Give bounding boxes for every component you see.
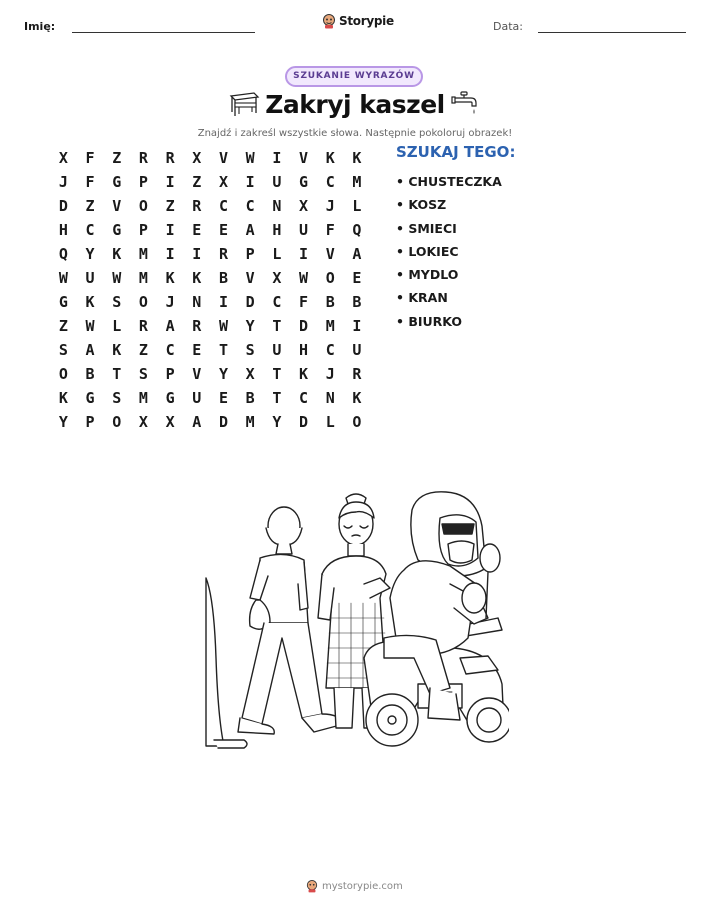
grid-letter[interactable]: A [352, 245, 362, 263]
grid-letter[interactable]: C [218, 197, 228, 215]
grid-letter[interactable]: O [138, 293, 148, 311]
grid-letter[interactable]: S [58, 341, 68, 359]
grid-letter[interactable]: V [325, 245, 335, 263]
grid-row [50, 266, 370, 290]
storypie-logo [322, 13, 394, 29]
grid-letter[interactable]: C [325, 341, 335, 359]
name-field-line[interactable] [72, 32, 255, 33]
grid-letter[interactable]: B [245, 389, 255, 407]
grid-letter[interactable]: E [218, 221, 228, 239]
grid-row [50, 194, 370, 218]
grid-letter[interactable]: I [272, 149, 282, 167]
grid-letter[interactable]: H [272, 221, 282, 239]
grid-letter[interactable]: P [85, 413, 95, 431]
grid-letter[interactable]: R [165, 149, 175, 167]
grid-letter[interactable]: X [138, 413, 148, 431]
grid-letter[interactable]: T [112, 365, 122, 383]
grid-letter[interactable]: K [192, 269, 202, 287]
word-search-grid[interactable] [50, 146, 370, 434]
grid-letter[interactable]: E [192, 341, 202, 359]
grid-letter[interactable]: J [325, 365, 335, 383]
grid-letter[interactable]: T [272, 365, 282, 383]
grid-letter[interactable]: V [218, 149, 228, 167]
grid-letter[interactable]: T [272, 389, 282, 407]
grid-letter[interactable]: H [299, 341, 309, 359]
grid-letter[interactable]: X [165, 413, 175, 431]
grid-letter[interactable]: I [218, 293, 228, 311]
grid-letter[interactable]: P [165, 365, 175, 383]
word-list-item: • KRAN [396, 290, 448, 306]
grid-letter[interactable]: F [299, 293, 309, 311]
grid-letter[interactable]: K [325, 149, 335, 167]
grid-letter[interactable]: P [138, 221, 148, 239]
grid-letter[interactable]: O [138, 197, 148, 215]
grid-letter[interactable]: K [112, 341, 122, 359]
grid-letter[interactable]: T [218, 341, 228, 359]
grid-letter[interactable]: W [299, 269, 309, 287]
grid-row [50, 242, 370, 266]
grid-row [50, 338, 370, 362]
grid-row [50, 218, 370, 242]
grid-letter[interactable]: O [58, 365, 68, 383]
grid-letter[interactable]: A [192, 413, 202, 431]
grid-letter[interactable]: V [112, 197, 122, 215]
grid-letter[interactable]: Y [218, 365, 228, 383]
word-list-item: • CHUSTECZKA [396, 174, 502, 189]
grid-letter[interactable]: B [325, 293, 335, 311]
grid-letter[interactable]: K [299, 365, 309, 383]
grid-letter[interactable]: Z [85, 197, 95, 215]
storypie-logo-icon [322, 13, 336, 29]
grid-letter[interactable]: K [352, 389, 362, 407]
words-heading: SZUKAJ TEGO: [396, 143, 516, 161]
grid-letter[interactable]: A [165, 317, 175, 335]
grid-letter[interactable]: F [85, 149, 95, 167]
grid-letter[interactable]: N [272, 197, 282, 215]
grid-letter[interactable]: K [352, 149, 362, 167]
grid-letter[interactable]: M [325, 317, 335, 335]
grid-letter[interactable]: L [352, 197, 362, 215]
grid-letter[interactable]: W [58, 269, 68, 287]
grid-letter[interactable]: Y [272, 413, 282, 431]
grid-letter[interactable]: Q [58, 245, 68, 263]
grid-letter[interactable]: C [85, 221, 95, 239]
grid-letter[interactable]: I [165, 221, 175, 239]
grid-letter[interactable]: L [272, 245, 282, 263]
grid-letter[interactable]: K [58, 389, 68, 407]
grid-letter[interactable]: G [58, 293, 68, 311]
date-label: Data: [493, 20, 523, 33]
grid-letter[interactable]: B [85, 365, 95, 383]
instructions: Znajdź i zakreśl wszystkie słowa. Następnie pokoloruj obrazek! [197, 128, 513, 139]
grid-letter[interactable]: W [112, 269, 122, 287]
grid-letter[interactable]: R [192, 317, 202, 335]
grid-letter[interactable]: S [245, 341, 255, 359]
grid-row [50, 170, 370, 194]
grid-row [50, 314, 370, 338]
grid-letter[interactable]: V [245, 269, 255, 287]
grid-letter[interactable]: X [218, 173, 228, 191]
grid-letter[interactable]: J [325, 197, 335, 215]
grid-letter[interactable]: D [58, 197, 68, 215]
grid-letter[interactable]: R [192, 197, 202, 215]
grid-letter[interactable]: A [85, 341, 95, 359]
grid-letter[interactable]: Z [192, 173, 202, 191]
grid-letter[interactable]: Z [112, 149, 122, 167]
grid-letter[interactable]: D [299, 413, 309, 431]
grid-letter[interactable]: M [138, 245, 148, 263]
grid-letter[interactable]: G [112, 173, 122, 191]
grid-letter[interactable]: W [218, 317, 228, 335]
word-list-item: • MYDLO [396, 267, 459, 283]
grid-letter[interactable]: H [58, 221, 68, 239]
grid-letter[interactable]: D [218, 413, 228, 431]
grid-letter[interactable]: E [352, 269, 362, 287]
grid-letter[interactable]: C [245, 197, 255, 215]
grid-letter[interactable]: X [192, 149, 202, 167]
grid-letter[interactable]: U [299, 221, 309, 239]
grid-letter[interactable]: L [325, 413, 335, 431]
grid-letter[interactable]: I [192, 245, 202, 263]
grid-letter[interactable]: U [192, 389, 202, 407]
grid-row [50, 362, 370, 386]
grid-letter[interactable]: X [58, 149, 68, 167]
grid-letter[interactable]: P [245, 245, 255, 263]
grid-letter[interactable]: T [272, 317, 282, 335]
grid-letter[interactable]: I [165, 173, 175, 191]
grid-letter[interactable]: B [218, 269, 228, 287]
grid-letter[interactable]: Q [352, 221, 362, 239]
grid-letter[interactable]: E [218, 389, 228, 407]
word-list-item: • BIURKO [396, 313, 463, 329]
grid-letter[interactable]: C [272, 293, 282, 311]
grid-letter[interactable]: Z [138, 341, 148, 359]
grid-letter[interactable]: O [112, 413, 122, 431]
grid-letter[interactable]: G [165, 389, 175, 407]
grid-letter[interactable]: F [85, 173, 95, 191]
grid-letter[interactable]: A [245, 221, 255, 239]
grid-letter[interactable]: U [352, 341, 362, 359]
grid-letter[interactable]: I [245, 173, 255, 191]
grid-letter[interactable]: V [192, 365, 202, 383]
coloring-illustration [204, 488, 509, 758]
grid-letter[interactable]: U [272, 341, 282, 359]
grid-letter[interactable]: M [138, 269, 148, 287]
grid-row [50, 146, 370, 170]
water-tap-icon [451, 90, 479, 116]
grid-letter[interactable]: B [352, 293, 362, 311]
word-list-item: • SMIECI [396, 220, 457, 236]
activity-badge: SZUKANIE WYRAZÓW [285, 66, 423, 87]
grid-letter[interactable]: S [112, 389, 122, 407]
grid-row [50, 386, 370, 410]
grid-letter[interactable]: F [325, 221, 335, 239]
word-list-item: • LOKIEC [396, 243, 459, 259]
grid-letter[interactable]: M [138, 389, 148, 407]
grid-letter[interactable]: Y [85, 245, 95, 263]
grid-letter[interactable]: Y [58, 413, 68, 431]
grid-letter[interactable]: R [138, 317, 148, 335]
grid-row [50, 290, 370, 314]
grid-letter[interactable]: M [245, 413, 255, 431]
logo-text: Storypie [339, 14, 394, 28]
grid-letter[interactable]: Y [245, 317, 255, 335]
grid-letter[interactable]: X [272, 269, 282, 287]
grid-letter[interactable]: E [192, 221, 202, 239]
grid-letter[interactable]: M [352, 173, 362, 191]
grid-letter[interactable]: Z [165, 197, 175, 215]
grid-letter[interactable]: O [325, 269, 335, 287]
grid-letter[interactable]: C [165, 341, 175, 359]
grid-letter[interactable]: C [325, 173, 335, 191]
grid-letter[interactable]: S [112, 293, 122, 311]
grid-letter[interactable]: U [85, 269, 95, 287]
grid-letter[interactable]: C [299, 389, 309, 407]
grid-letter[interactable]: R [138, 149, 148, 167]
school-desk-icon [228, 88, 260, 118]
grid-letter[interactable]: K [165, 269, 175, 287]
grid-letter[interactable]: N [325, 389, 335, 407]
footer [306, 879, 403, 893]
storypie-footer-logo-icon [306, 879, 318, 893]
grid-letter[interactable]: K [112, 245, 122, 263]
grid-letter[interactable]: W [245, 149, 255, 167]
grid-letter[interactable]: U [272, 173, 282, 191]
grid-letter[interactable]: R [352, 365, 362, 383]
word-list [396, 170, 502, 333]
grid-letter[interactable]: R [218, 245, 228, 263]
grid-letter[interactable]: S [138, 365, 148, 383]
grid-letter[interactable]: D [245, 293, 255, 311]
grid-letter[interactable]: J [165, 293, 175, 311]
grid-letter[interactable]: O [352, 413, 362, 431]
grid-letter[interactable]: K [85, 293, 95, 311]
grid-letter[interactable]: I [165, 245, 175, 263]
grid-letter[interactable]: X [299, 197, 309, 215]
grid-letter[interactable]: Z [58, 317, 68, 335]
grid-letter[interactable]: G [85, 389, 95, 407]
grid-letter[interactable]: D [299, 317, 309, 335]
grid-letter[interactable]: J [58, 173, 68, 191]
grid-letter[interactable]: G [299, 173, 309, 191]
grid-letter[interactable]: W [85, 317, 95, 335]
word-list-item: • KOSZ [396, 197, 447, 213]
grid-letter[interactable]: L [112, 317, 122, 335]
grid-letter[interactable]: X [245, 365, 255, 383]
page-title: Zakryj kaszel [265, 90, 445, 119]
grid-letter[interactable]: N [192, 293, 202, 311]
grid-letter[interactable]: I [299, 245, 309, 263]
grid-letter[interactable]: P [138, 173, 148, 191]
grid-letter[interactable]: I [352, 317, 362, 335]
grid-letter[interactable]: V [299, 149, 309, 167]
grid-letter[interactable]: G [112, 221, 122, 239]
name-label: Imię: [24, 20, 56, 33]
date-field-line[interactable] [538, 32, 686, 33]
grid-row [50, 410, 370, 434]
footer-link[interactable]: mystorypie.com [322, 880, 403, 892]
